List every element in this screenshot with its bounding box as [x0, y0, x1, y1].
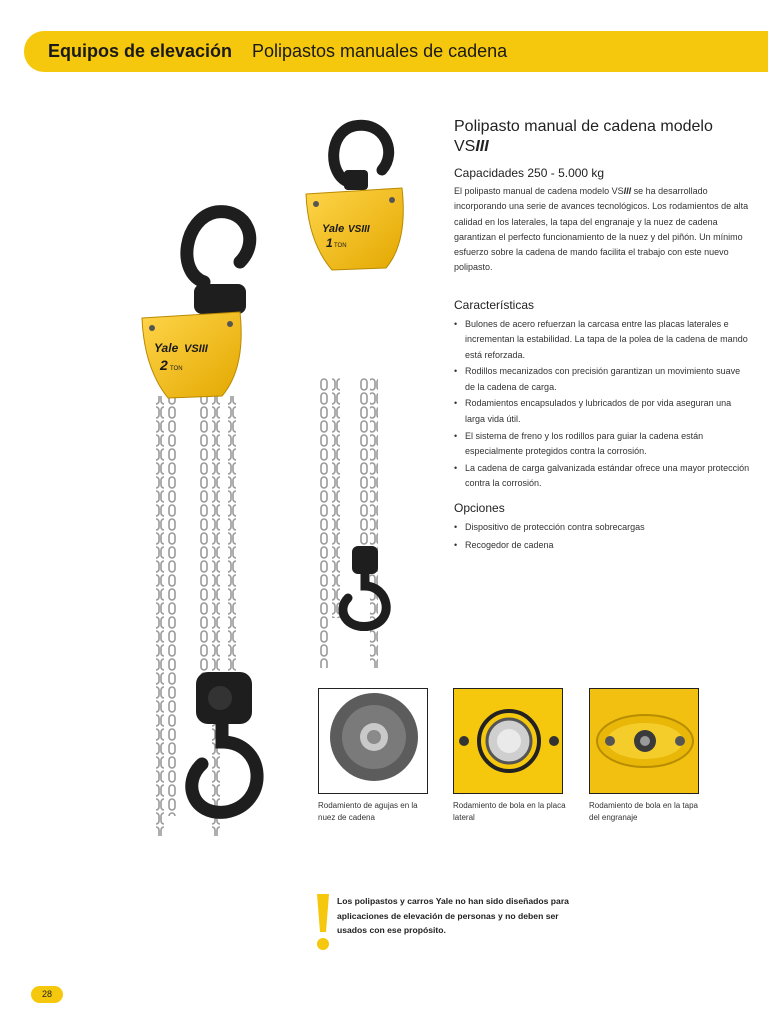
- features-heading: Características: [454, 298, 535, 312]
- caption-side-plate-bearing: Rodamiento de bola en la placa lateral: [453, 801, 566, 822]
- page-subtitle: Polipastos manuales de cadena: [252, 41, 508, 61]
- product-intro: El polipasto manual de cadena modelo VSIII se ha desarrollado incorporando una serie de avances tecnológicos. Los rodamientos de alta calidad en los laterales, la tapa del engranaje y la nuez de cadena garantizan el perfecto funcionamiento de la nuez y del piñón. Un mínimo esfuerzo sobre la cadena de mando facilita el trabajo con este nuevo polipasto.: [454, 186, 749, 273]
- caption-needle-bearing: Rodamiento de agujas en la nuez de cadena: [318, 801, 418, 822]
- large-hoist: [142, 212, 257, 836]
- page-number: 28: [31, 986, 63, 1003]
- small-hoist-model: VSIII: [348, 224, 370, 235]
- small-hoist: [306, 125, 403, 668]
- detail-photo-side-plate-bearing: [453, 688, 563, 794]
- caption-gear-cover-bearing: Rodamiento de bola en la tapa del engranaje: [589, 801, 698, 822]
- small-hoist-capacity: 1: [326, 236, 333, 250]
- detail-photo-needle-bearing: [318, 688, 428, 794]
- features-list: [454, 317, 750, 493]
- list-item: • Bulones de acero refuerzan la carcasa entre las placas laterales e incrementan la estabilidad. La tapa de la polea de la cadena de mando está reforzada.: [454, 317, 750, 363]
- safety-warning: Los polipastos y carros Yale no han sido diseñados para aplicaciones de elevación de personas y no deben ser usados con ese propósito.: [337, 896, 569, 935]
- warning-icon: [314, 892, 332, 952]
- list-item: • Rodillos mecanizados con precisión garantizan un movimiento suave de la cadena de carga.: [454, 364, 750, 395]
- small-hoist-unit: TON: [334, 243, 347, 249]
- list-item: • La cadena de carga galvanizada estándar ofrece una mayor protección contra la corrosión.: [454, 461, 750, 492]
- options-list: [454, 520, 750, 557]
- capacity-range: Capacidades 250 - 5.000 kg: [454, 166, 605, 180]
- list-item: • Recogedor de cadena: [454, 538, 750, 553]
- large-hoist-capacity: 2: [160, 357, 168, 373]
- large-hoist-unit: TON: [170, 366, 183, 372]
- large-hoist-model: VSIII: [184, 343, 208, 355]
- list-item: • El sistema de freno y los rodillos para guiar la cadena están especialmente protegidos contra la corrosión.: [454, 429, 750, 460]
- large-hoist-brand: Yale: [154, 341, 179, 355]
- options-heading: Opciones: [454, 501, 505, 515]
- section-title: Equipos de elevación: [48, 41, 233, 61]
- list-item: • Rodamientos encapsulados y lubricados de por vida aseguran una larga vida útil.: [454, 396, 750, 427]
- small-hoist-brand: Yale: [322, 223, 345, 235]
- list-item: • Dispositivo de protección contra sobrecargas: [454, 520, 750, 535]
- detail-photo-gear-cover-bearing: [589, 688, 699, 794]
- product-title: Polipasto manual de cadena modelo VSIII: [454, 118, 713, 155]
